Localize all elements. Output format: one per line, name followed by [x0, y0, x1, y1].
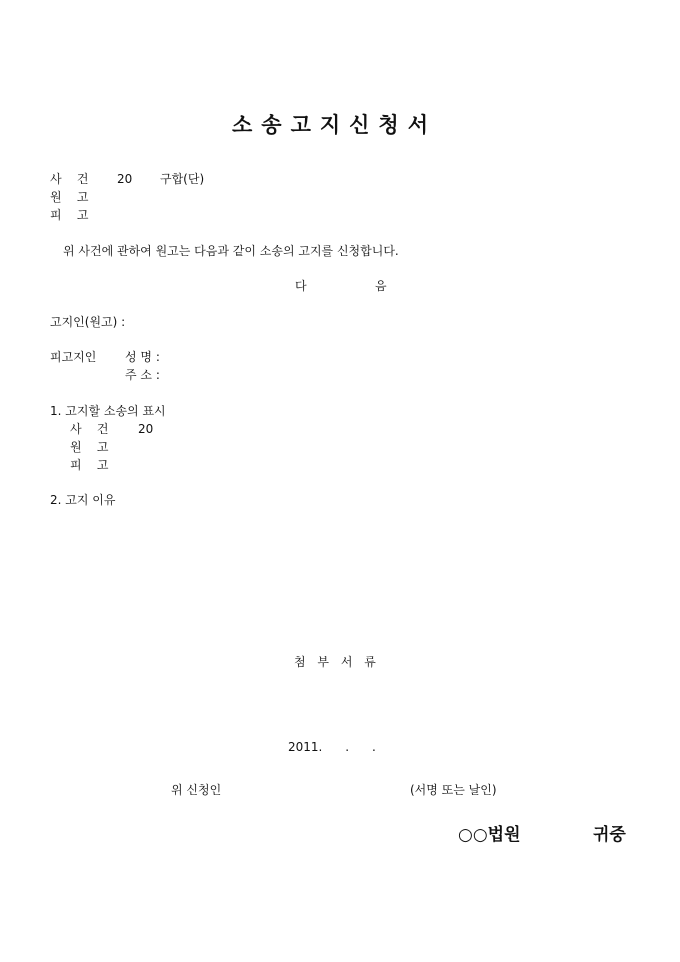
recipient-label: 귀중 — [593, 825, 626, 845]
intro-sentence: 위 사건에 관하여 원고는 다음과 같이 소송의 고지를 신청합니다. — [63, 244, 399, 258]
plaintiff-label: 원 고 — [50, 190, 89, 204]
case-year: 20 — [117, 172, 133, 186]
applicant-label: 위 신청인 — [171, 783, 222, 797]
section1-heading: 1. 고지할 소송의 표시 — [50, 404, 166, 418]
next-heading-left: 다 — [295, 279, 307, 293]
section2-heading: 2. 고지 이유 — [50, 493, 116, 507]
notified-address-label: 주 소 : — [125, 368, 160, 382]
date-line: 2011. . . — [288, 740, 376, 754]
notified-name-label: 성 명 : — [125, 350, 160, 364]
notified-label: 피고지인 — [50, 350, 97, 364]
signature-note: (서명 또는 날인) — [410, 783, 497, 797]
attachments-heading: 첨 부 서 류 — [294, 655, 380, 669]
court-name: ○○법원 — [458, 825, 521, 845]
document-title: 소송고지신청서 — [232, 113, 438, 137]
case-type: 구합(단) — [160, 172, 205, 186]
section1-case-year: 20 — [138, 422, 154, 436]
defendant-label: 피 고 — [50, 208, 89, 222]
next-heading-right: 음 — [375, 279, 387, 293]
notifier-label: 고지인(원고) : — [50, 315, 126, 329]
section1-plaintiff-label: 원 고 — [70, 440, 109, 454]
case-label: 사 건 — [50, 172, 89, 186]
section1-case-label: 사 건 — [70, 422, 109, 436]
section1-defendant-label: 피 고 — [70, 458, 109, 472]
